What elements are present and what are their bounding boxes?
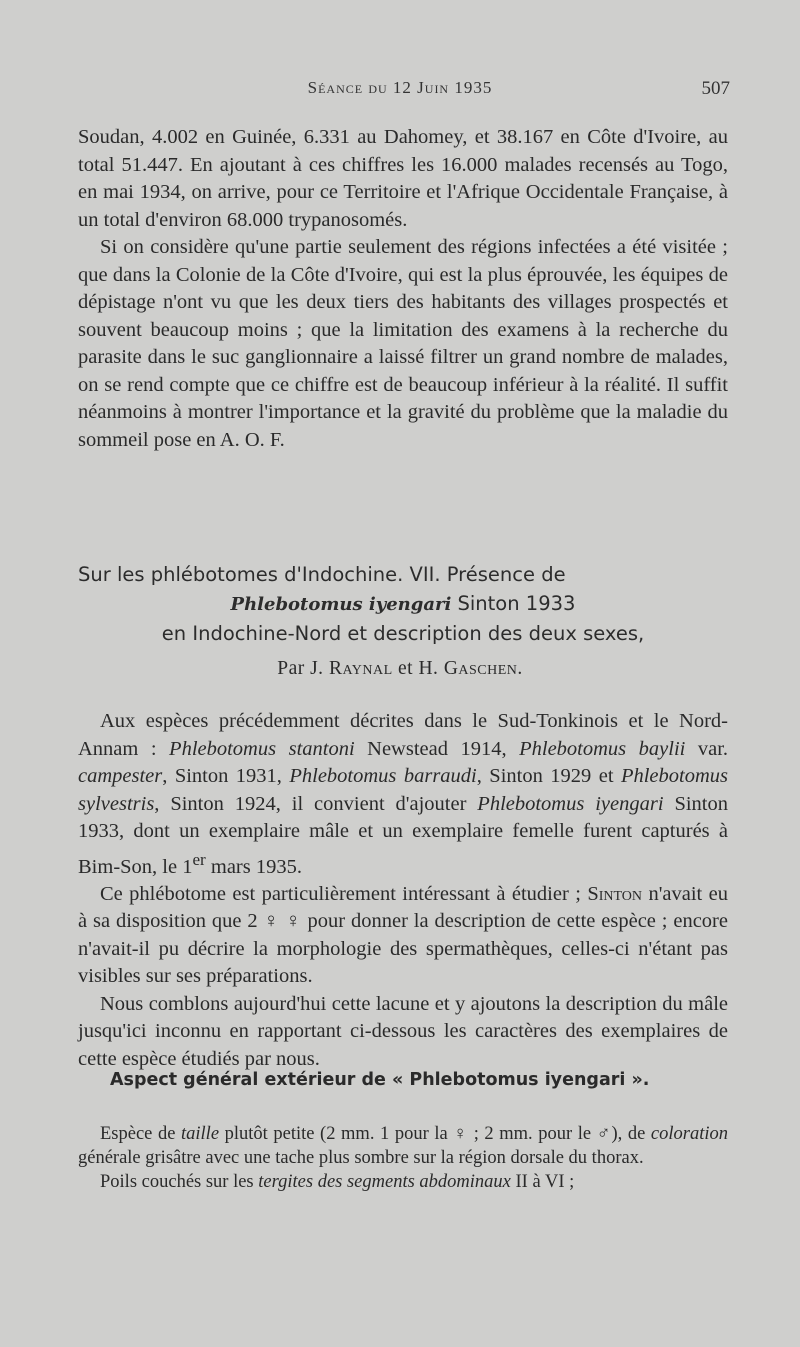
text: mars 1935. bbox=[205, 855, 302, 878]
article-title bbox=[78, 560, 728, 648]
text: , Sinton 1924, il convient d'ajouter bbox=[154, 792, 478, 815]
species-name: Phlebotomus barraudi bbox=[289, 765, 477, 787]
emphasis: tergites des segments abdominaux bbox=[258, 1172, 511, 1192]
species-name: Phlebotomus stantoni bbox=[169, 737, 355, 760]
species-name: Phlebotomus baylii bbox=[519, 737, 686, 760]
byline-end: . bbox=[517, 658, 523, 679]
paragraph-hairs bbox=[78, 1170, 728, 1194]
author-name: Sinton bbox=[587, 882, 643, 905]
text: plutôt petite (2 mm. 1 pour la ♀ ; 2 mm. pour le ♂), de bbox=[219, 1124, 651, 1144]
article-body bbox=[78, 708, 728, 1073]
title-species: Phlebotomus iyengari bbox=[230, 594, 452, 615]
text: Poils couchés sur les bbox=[100, 1172, 259, 1192]
text: var. bbox=[685, 737, 729, 760]
author-1: Raynal bbox=[328, 658, 393, 679]
text: Sinton 1933, dont un exemplaire mâle et un exemplaire femelle furent capturés à Bim-Son, le 1 bbox=[78, 792, 728, 878]
text: n'avait eu à sa disposition que 2 ♀ ♀ pour donner la description de cette espèce ; encore n'avait-il pu décrire la morphologie des spermathèques, celles-ci n'étant pas visibles sur ses préparations. bbox=[78, 882, 728, 988]
author-2: Gaschen bbox=[443, 658, 518, 679]
running-head: Séance du 12 Juin 1935 bbox=[307, 78, 493, 97]
paragraph-size bbox=[78, 1122, 728, 1170]
title-line-2 bbox=[78, 589, 728, 619]
page-header bbox=[0, 78, 800, 102]
text: Aux espèces précédemment décrites dans le Sud-Tonkinois et le Nord-Annam : bbox=[78, 710, 728, 760]
section-heading: Aspect général extérieur de « Phlebotomus iyengari ». bbox=[110, 1070, 650, 1090]
variety-name: campester bbox=[78, 765, 163, 787]
text: générale grisâtre avec une tache plus sombre sur la région dorsale du thorax. bbox=[78, 1148, 644, 1168]
text: Newstead 1914, bbox=[354, 737, 520, 760]
paragraph-species-list bbox=[78, 708, 728, 881]
species-name: Phlebotomus iyengari bbox=[477, 792, 664, 815]
title-line-3: en Indochine-Nord et description des deux sexes, bbox=[161, 622, 645, 645]
second-paragraph: Si on considère qu'une partie seulement des régions infectées a été visitée ; que dans la Colonie de la Côte d'Ivoire, qui est la plus éprouvée, les équipes de dépistage n'ont vu que les deux tiers des habitants des villages prospectés et souvent beaucoup moins ; que la limitation des examens à la recherche du parasite dans le suc ganglionnaire a laissé filtrer un grand nombre de malades, on se rend compte que ce chiffre est de beaucoup inférieur à la réalité. Il suffit néanmoins à montrer l'importance et la gravité du problème que la maladie du sommeil pose en A. O. F. bbox=[78, 236, 728, 451]
paragraph-gap: Nous comblons aujourd'hui cette lacune et y ajoutons la description du mâle jusqu'ici inconnu en rapportant ci-dessous les caractères des exemplaires de cette espèce étudiés par nous. bbox=[78, 992, 728, 1070]
ordinal-superscript: er bbox=[192, 849, 206, 869]
intro-paragraph: Soudan, 4.002 en Guinée, 6.331 au Dahomey, et 38.167 en Côte d'Ivoire, au total 51.447. En ajoutant à ces chiffres les 16.000 malades recensés au Togo, en mai 1934, on arrive, pour ce Territoire et l'Afrique Occidentale Française, à un total d'environ 68.000 trypanosomés. bbox=[78, 126, 728, 231]
section-body bbox=[78, 1122, 728, 1194]
emphasis: taille bbox=[181, 1124, 220, 1144]
title-species-authority: Sinton 1933 bbox=[451, 592, 576, 615]
byline-prefix: Par J. bbox=[277, 658, 329, 679]
continued-text bbox=[78, 124, 728, 454]
text: Ce phlébotome est particulièrement intéressant à étudier ; bbox=[100, 882, 588, 905]
byline bbox=[0, 658, 800, 680]
text: II à VI ; bbox=[510, 1172, 575, 1192]
byline-mid: et H. bbox=[392, 658, 444, 679]
title-line-1: Sur les phlébotomes d'Indochine. VII. Présence de bbox=[78, 563, 566, 586]
page-number: 507 bbox=[701, 78, 730, 99]
text: Espèce de bbox=[100, 1124, 182, 1144]
text: , Sinton 1931, bbox=[162, 765, 290, 787]
paragraph-interest bbox=[78, 881, 728, 991]
species-name: Phlebotomus sylvestris bbox=[78, 765, 728, 815]
emphasis: coloration bbox=[650, 1124, 728, 1144]
text: , Sinton 1929 et bbox=[476, 765, 621, 787]
